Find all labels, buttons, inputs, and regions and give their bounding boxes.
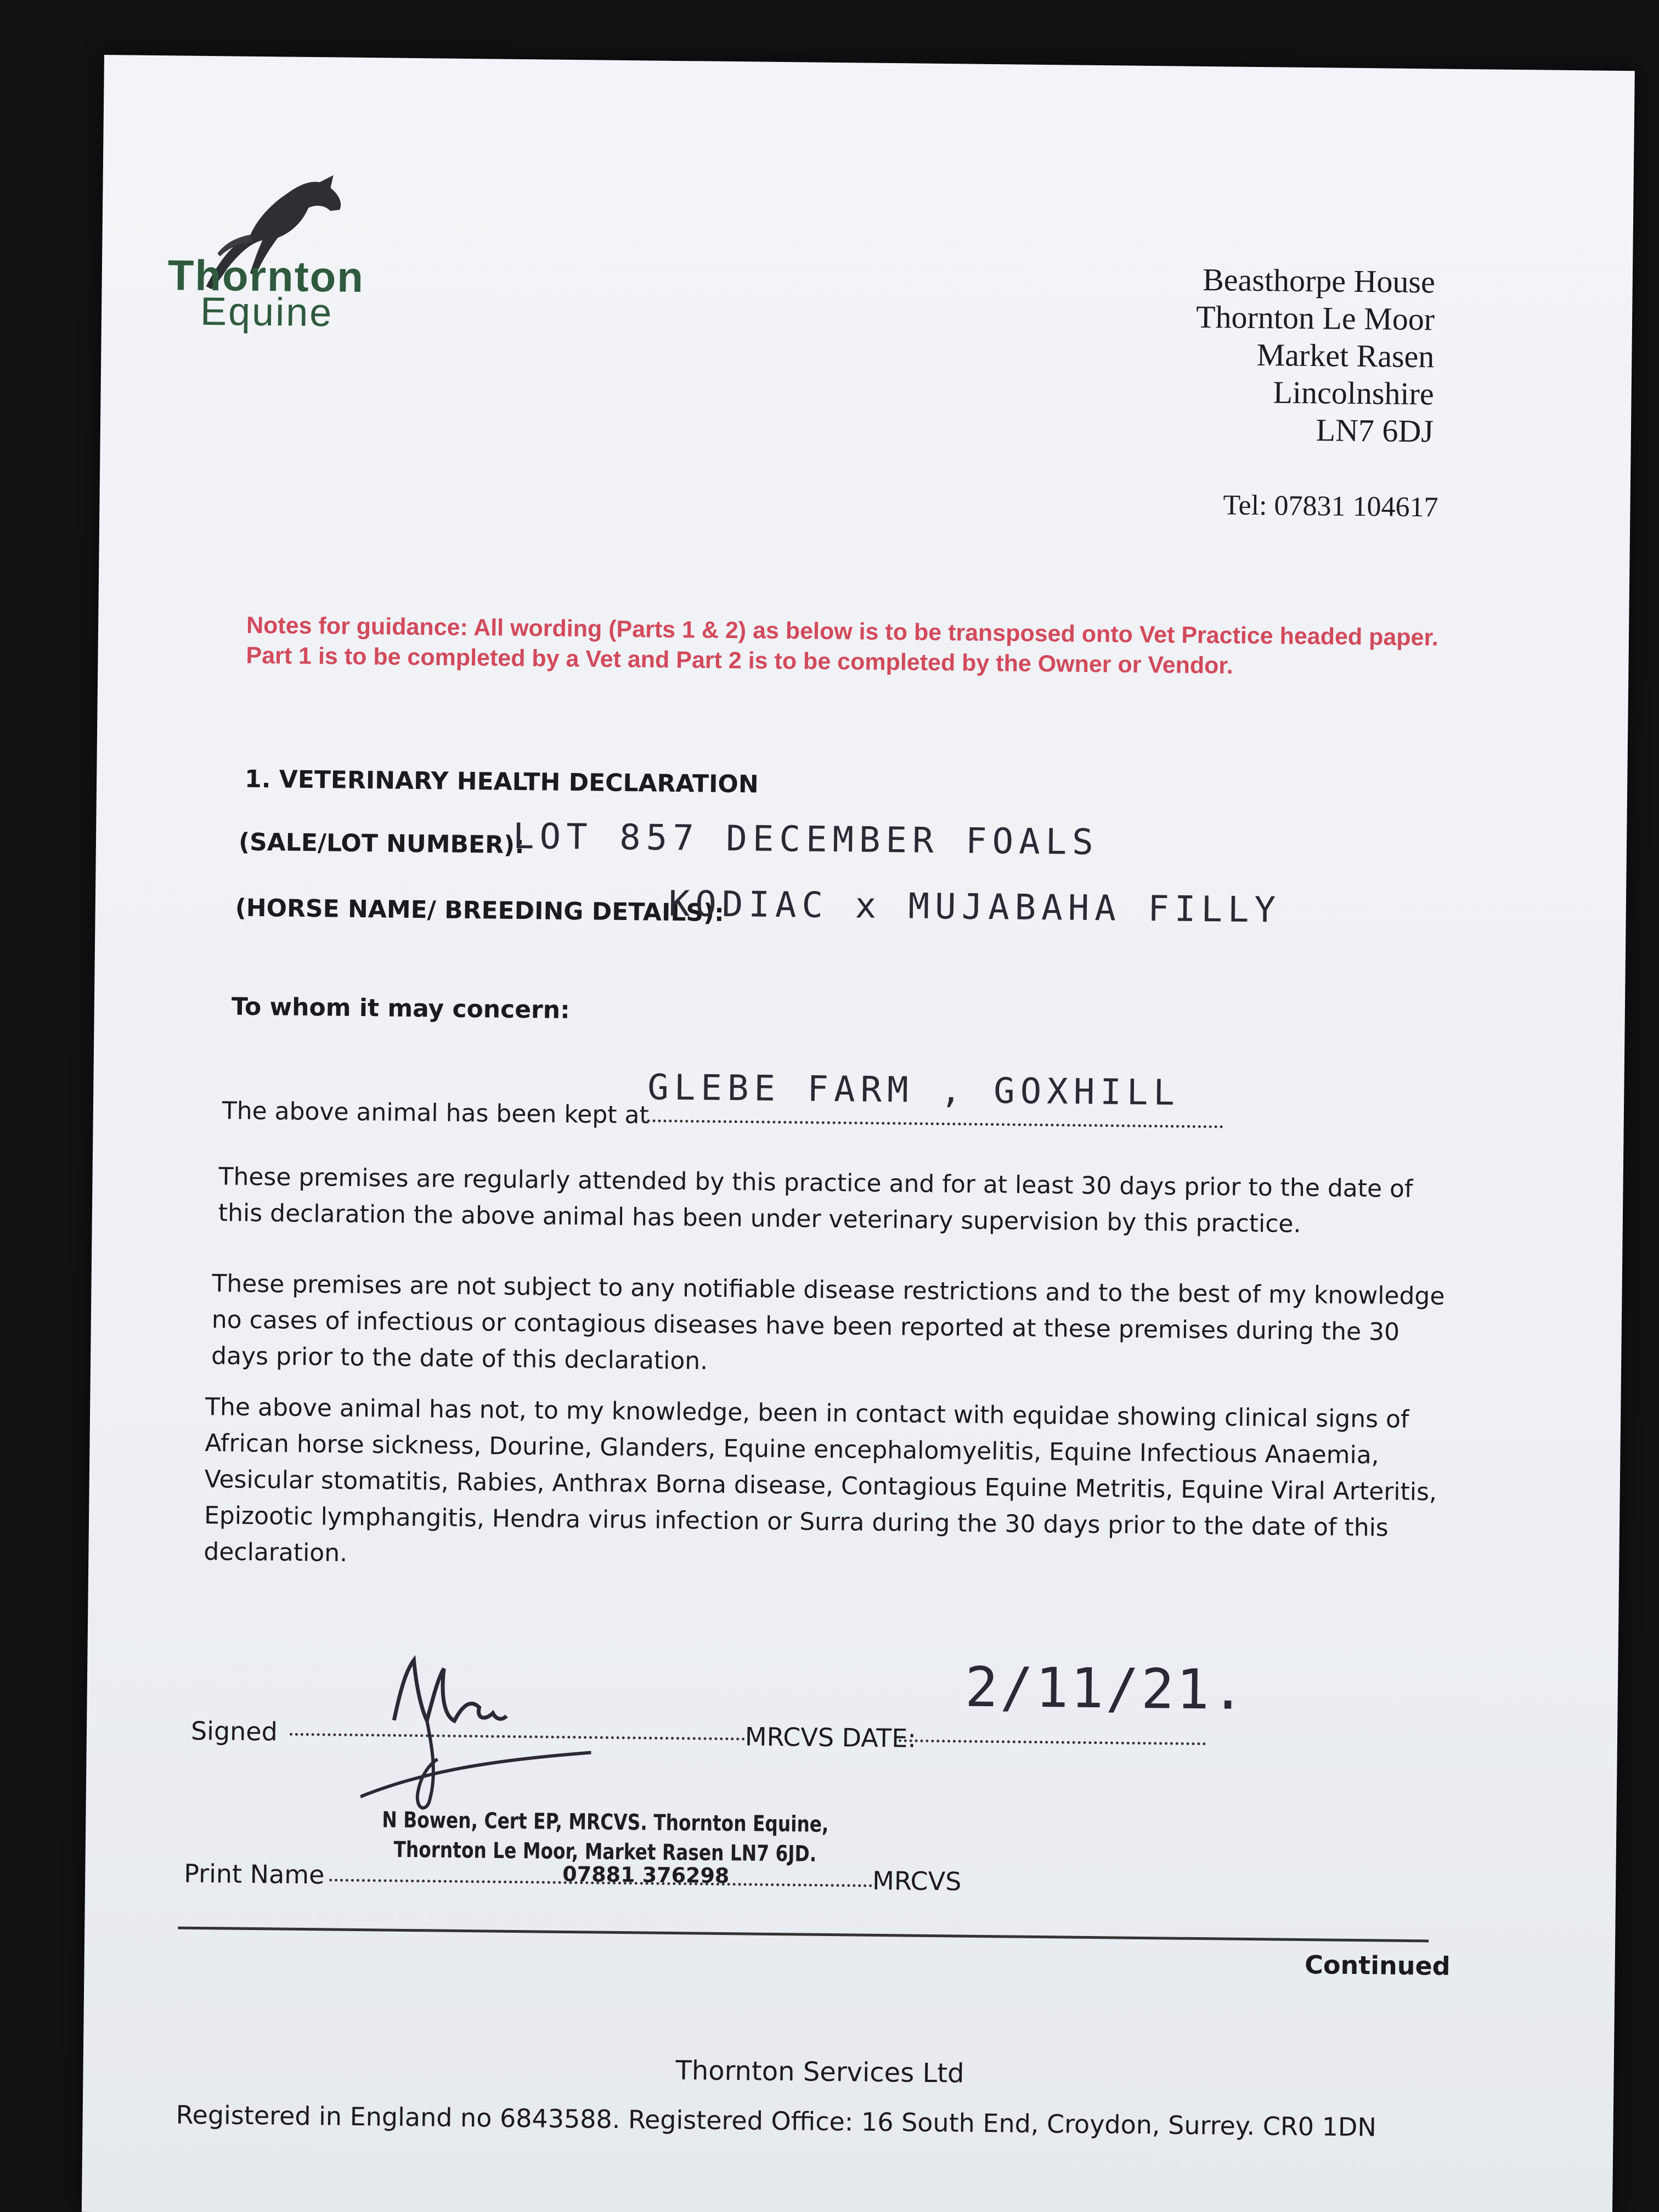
kept-at-label: The above animal has been kept at xyxy=(222,1097,649,1130)
salutation: To whom it may concern: xyxy=(231,992,570,1024)
logo-name-line2: Equine xyxy=(200,289,334,335)
paragraph-restrictions: These premises are not subject to any notifiable disease restrictions and to the best of my knowledge no cases of infectious or contagious diseases have been reported at these premises during the 30 days prior to the date of this declaration. xyxy=(211,1269,1445,1375)
date-value: 2/11/21. xyxy=(964,1655,1248,1722)
sale-lot-value: LOT 857 DECEMBER FOALS xyxy=(512,816,1099,864)
address-block xyxy=(1195,261,1435,450)
guidance-notes: Notes for guidance: All wording (Parts 1 & 2) as below is to be transposed onto Vet Practice headed paper. Part 1 is to be completed by a Vet and Part 2 is to be completed by the Owner or Vendor. xyxy=(246,612,1439,679)
paragraph-supervision: These premises are regularly attended by this practice and for at least 30 days prior to the date of this declaration the above animal has been under veterinary supervision by this practice. xyxy=(218,1163,1413,1238)
horizontal-rule xyxy=(178,1927,1429,1943)
sale-lot-label: (SALE/LOT NUMBER): xyxy=(238,828,524,860)
telephone: Tel: 07831 104617 xyxy=(1223,489,1438,523)
stamp-line: N Bowen, Cert EP, MRCVS. Thornton Equine, xyxy=(382,1807,829,1838)
signed-label: Signed xyxy=(190,1716,278,1747)
mrcvs-label: MRCVS xyxy=(872,1865,962,1897)
print-name-label: Print Name xyxy=(184,1858,325,1890)
logo-name-line1: Thornton xyxy=(167,251,365,301)
address-line: Beasthorpe House xyxy=(1202,261,1436,300)
print-name-value: 07881 376298 xyxy=(562,1861,730,1888)
registered-office: Registered in England no 6843588. Registered Office: 16 South End, Croydon, Surrey. CR0 1DN xyxy=(176,2100,1377,2142)
section-title: 1. VETERINARY HEALTH DECLARATION xyxy=(244,765,759,799)
address-line: Lincolnshire xyxy=(1273,374,1435,412)
handwritten-signature xyxy=(360,1638,592,1815)
paragraph-diseases: The above animal has not, to my knowledge, been in contact with equidae showing clinical signs of African horse sickness, Dourine, Glanders, Equine encephalomyelitis, Equine Infectious Anaemia, Vesicular stomatitis, Rabies, Anthrax Borna disease, Contagious Equine Metritis, Equine Viral Arteritis, Epizootic lymphangitis, Hendra virus infection or Surra during the 30 days prior to the date of this declaration. xyxy=(204,1393,1437,1567)
company-name: Thornton Services Ltd xyxy=(675,2055,964,2089)
address-line: Thornton Le Moor xyxy=(1195,298,1435,337)
mrcvs-date-label: MRCVS DATE: xyxy=(744,1722,917,1753)
kept-at-value: GLEBE FARM , GOXHILL xyxy=(647,1067,1181,1114)
horse-details-value: KODIAC x MUJABAHA FILLY xyxy=(668,883,1282,931)
stamp-line: Thornton Le Moor, Market Rasen LN7 6JD. xyxy=(393,1837,817,1867)
address-line: LN7 6DJ xyxy=(1316,412,1434,449)
continued-label: Continued xyxy=(1304,1950,1451,1981)
address-line: Market Rasen xyxy=(1256,337,1435,375)
horse-details-label: (HORSE NAME/ BREEDING DETAILS): xyxy=(235,894,725,927)
paper-sheet xyxy=(82,55,1635,2212)
